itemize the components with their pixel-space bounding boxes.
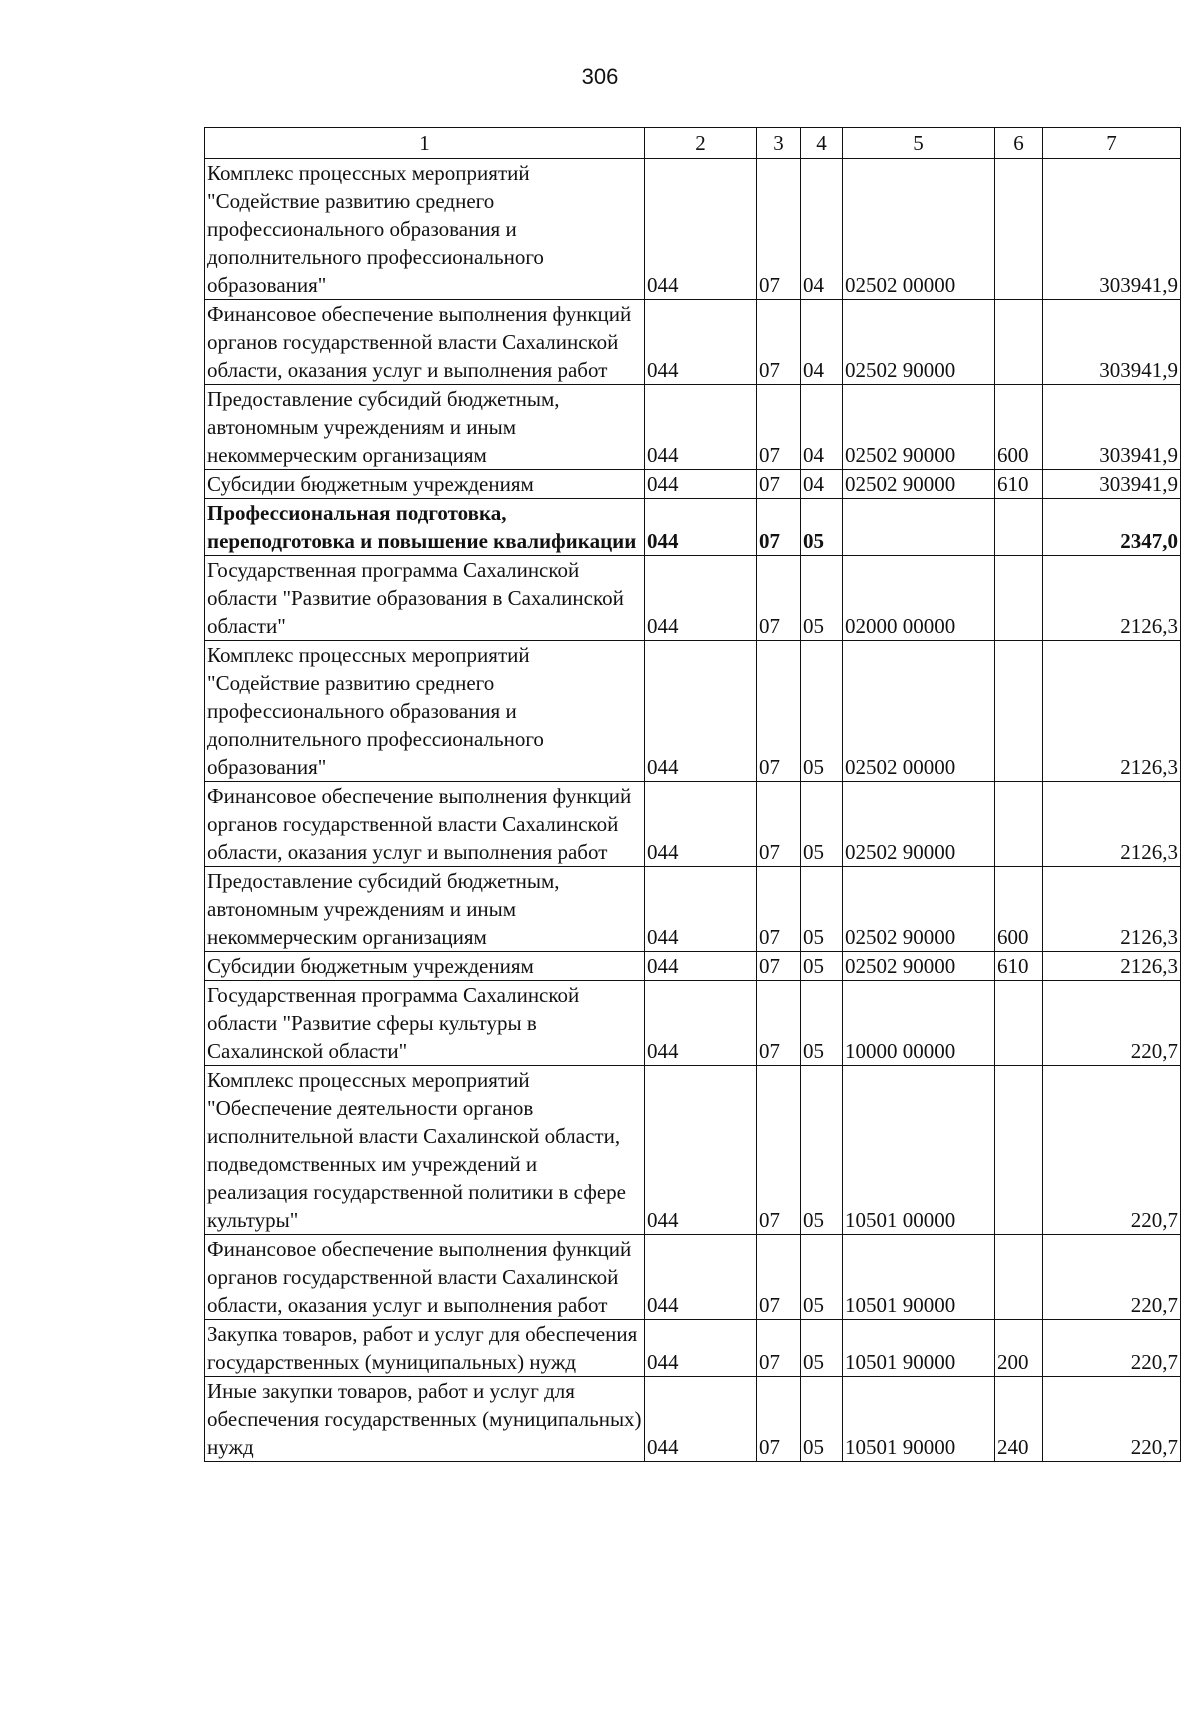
table-row	[205, 385, 1181, 470]
expense-type-cell	[995, 300, 1043, 385]
ministry-code-cell: 044	[645, 641, 757, 782]
row-name-cell: Предоставление субсидий бюджетным, автономным учреждениям и иным некоммерческим организациям	[205, 385, 645, 470]
subsection-cell: 04	[801, 470, 843, 499]
amount-cell: 2126,3	[1043, 782, 1181, 867]
target-article-cell: 02502 90000	[843, 952, 995, 981]
subsection-cell: 05	[801, 499, 843, 556]
row-name-cell: Финансовое обеспечение выполнения функций органов государственной власти Сахалинской области, оказания услуг и выполнения работ	[205, 782, 645, 867]
table-row	[205, 470, 1181, 499]
section-cell: 07	[757, 1377, 801, 1462]
section-cell: 07	[757, 782, 801, 867]
row-name-cell: Профессиональная подготовка, переподготовка и повышение квалификации	[205, 499, 645, 556]
table-row	[205, 499, 1181, 556]
expense-type-cell	[995, 499, 1043, 556]
amount-cell: 220,7	[1043, 981, 1181, 1066]
header-row	[205, 128, 1181, 159]
ministry-code-cell: 044	[645, 470, 757, 499]
row-name-cell: Закупка товаров, работ и услуг для обеспечения государственных (муниципальных) нужд	[205, 1320, 645, 1377]
table-row	[205, 952, 1181, 981]
expense-type-cell	[995, 782, 1043, 867]
ministry-code-cell: 044	[645, 1320, 757, 1377]
section-cell: 07	[757, 981, 801, 1066]
expense-type-cell	[995, 159, 1043, 300]
table-row	[205, 782, 1181, 867]
section-cell: 07	[757, 556, 801, 641]
table-row	[205, 1320, 1181, 1377]
amount-cell: 220,7	[1043, 1066, 1181, 1235]
target-article-cell: 02502 90000	[843, 470, 995, 499]
section-cell: 07	[757, 300, 801, 385]
amount-cell: 303941,9	[1043, 470, 1181, 499]
section-cell: 07	[757, 952, 801, 981]
section-cell: 07	[757, 470, 801, 499]
column-header: 1	[205, 128, 645, 159]
ministry-code-cell: 044	[645, 782, 757, 867]
ministry-code-cell: 044	[645, 300, 757, 385]
amount-cell: 2347,0	[1043, 499, 1181, 556]
subsection-cell: 05	[801, 641, 843, 782]
ministry-code-cell: 044	[645, 385, 757, 470]
table-row	[205, 159, 1181, 300]
amount-cell: 303941,9	[1043, 385, 1181, 470]
expense-type-cell	[995, 641, 1043, 782]
table-row	[205, 867, 1181, 952]
subsection-cell: 04	[801, 385, 843, 470]
section-cell: 07	[757, 1235, 801, 1320]
expense-type-cell: 610	[995, 470, 1043, 499]
subsection-cell: 05	[801, 952, 843, 981]
row-name-cell: Предоставление субсидий бюджетным, автономным учреждениям и иным некоммерческим организациям	[205, 867, 645, 952]
expense-type-cell	[995, 1066, 1043, 1235]
amount-cell: 2126,3	[1043, 952, 1181, 981]
target-article-cell: 02502 90000	[843, 867, 995, 952]
amount-cell: 220,7	[1043, 1235, 1181, 1320]
ministry-code-cell: 044	[645, 952, 757, 981]
table-row	[205, 641, 1181, 782]
table-row	[205, 300, 1181, 385]
column-header: 3	[757, 128, 801, 159]
table-row	[205, 556, 1181, 641]
expense-type-cell: 610	[995, 952, 1043, 981]
row-name-cell: Иные закупки товаров, работ и услуг для обеспечения государственных (муниципальных) нужд	[205, 1377, 645, 1462]
subsection-cell: 05	[801, 1377, 843, 1462]
ministry-code-cell: 044	[645, 981, 757, 1066]
section-cell: 07	[757, 499, 801, 556]
target-article-cell: 02502 00000	[843, 159, 995, 300]
subsection-cell: 05	[801, 981, 843, 1066]
section-cell: 07	[757, 867, 801, 952]
target-article-cell: 10501 90000	[843, 1377, 995, 1462]
ministry-code-cell: 044	[645, 1066, 757, 1235]
column-header: 2	[645, 128, 757, 159]
target-article-cell	[843, 499, 995, 556]
column-header: 6	[995, 128, 1043, 159]
ministry-code-cell: 044	[645, 1235, 757, 1320]
row-name-cell: Финансовое обеспечение выполнения функций органов государственной власти Сахалинской области, оказания услуг и выполнения работ	[205, 300, 645, 385]
target-article-cell: 02502 00000	[843, 641, 995, 782]
subsection-cell: 05	[801, 1235, 843, 1320]
row-name-cell: Комплекс процессных мероприятий "Обеспечение деятельности органов исполнительной власти Сахалинской области, подведомственных им учреждений и реализация государственной политики в сфере культуры"	[205, 1066, 645, 1235]
ministry-code-cell: 044	[645, 499, 757, 556]
target-article-cell: 10501 90000	[843, 1320, 995, 1377]
expense-type-cell: 200	[995, 1320, 1043, 1377]
ministry-code-cell: 044	[645, 867, 757, 952]
ministry-code-cell: 044	[645, 1377, 757, 1462]
page-number: 306	[581, 64, 619, 89]
amount-cell: 2126,3	[1043, 641, 1181, 782]
subsection-cell: 05	[801, 556, 843, 641]
ministry-code-cell: 044	[645, 159, 757, 300]
row-name-cell: Субсидии бюджетным учреждениям	[205, 470, 645, 499]
row-name-cell: Финансовое обеспечение выполнения функций органов государственной власти Сахалинской области, оказания услуг и выполнения работ	[205, 1235, 645, 1320]
target-article-cell: 10501 90000	[843, 1235, 995, 1320]
target-article-cell: 02502 90000	[843, 300, 995, 385]
section-cell: 07	[757, 1066, 801, 1235]
target-article-cell: 10000 00000	[843, 981, 995, 1066]
target-article-cell: 10501 00000	[843, 1066, 995, 1235]
ministry-code-cell: 044	[645, 556, 757, 641]
amount-cell: 220,7	[1043, 1377, 1181, 1462]
subsection-cell: 05	[801, 867, 843, 952]
expense-type-cell: 600	[995, 385, 1043, 470]
table-row	[205, 1235, 1181, 1320]
expense-type-cell	[995, 556, 1043, 641]
expense-type-cell	[995, 981, 1043, 1066]
section-cell: 07	[757, 385, 801, 470]
subsection-cell: 05	[801, 1320, 843, 1377]
column-header: 7	[1043, 128, 1181, 159]
amount-cell: 303941,9	[1043, 159, 1181, 300]
column-header: 5	[843, 128, 995, 159]
table-row	[205, 1066, 1181, 1235]
section-cell: 07	[757, 641, 801, 782]
row-name-cell: Государственная программа Сахалинской области "Развитие образования в Сахалинской области"	[205, 556, 645, 641]
subsection-cell: 05	[801, 782, 843, 867]
expense-type-cell: 600	[995, 867, 1043, 952]
column-header: 4	[801, 128, 843, 159]
row-name-cell: Государственная программа Сахалинской области "Развитие сферы культуры в Сахалинской области"	[205, 981, 645, 1066]
subsection-cell: 04	[801, 300, 843, 385]
amount-cell: 220,7	[1043, 1320, 1181, 1377]
amount-cell: 2126,3	[1043, 867, 1181, 952]
table-row	[205, 981, 1181, 1066]
row-name-cell: Комплекс процессных мероприятий "Содействие развитию среднего профессионального образования и дополнительного профессионального образования"	[205, 159, 645, 300]
expense-type-cell	[995, 1235, 1043, 1320]
row-name-cell: Комплекс процессных мероприятий "Содействие развитию среднего профессионального образования и дополнительного профессионального образования"	[205, 641, 645, 782]
target-article-cell: 02000 00000	[843, 556, 995, 641]
target-article-cell: 02502 90000	[843, 782, 995, 867]
row-name-cell: Субсидии бюджетным учреждениям	[205, 952, 645, 981]
subsection-cell: 05	[801, 1066, 843, 1235]
section-cell: 07	[757, 159, 801, 300]
target-article-cell: 02502 90000	[843, 385, 995, 470]
amount-cell: 303941,9	[1043, 300, 1181, 385]
expense-type-cell: 240	[995, 1377, 1043, 1462]
subsection-cell: 04	[801, 159, 843, 300]
budget-table	[204, 127, 1181, 1462]
table-row	[205, 1377, 1181, 1462]
amount-cell: 2126,3	[1043, 556, 1181, 641]
section-cell: 07	[757, 1320, 801, 1377]
